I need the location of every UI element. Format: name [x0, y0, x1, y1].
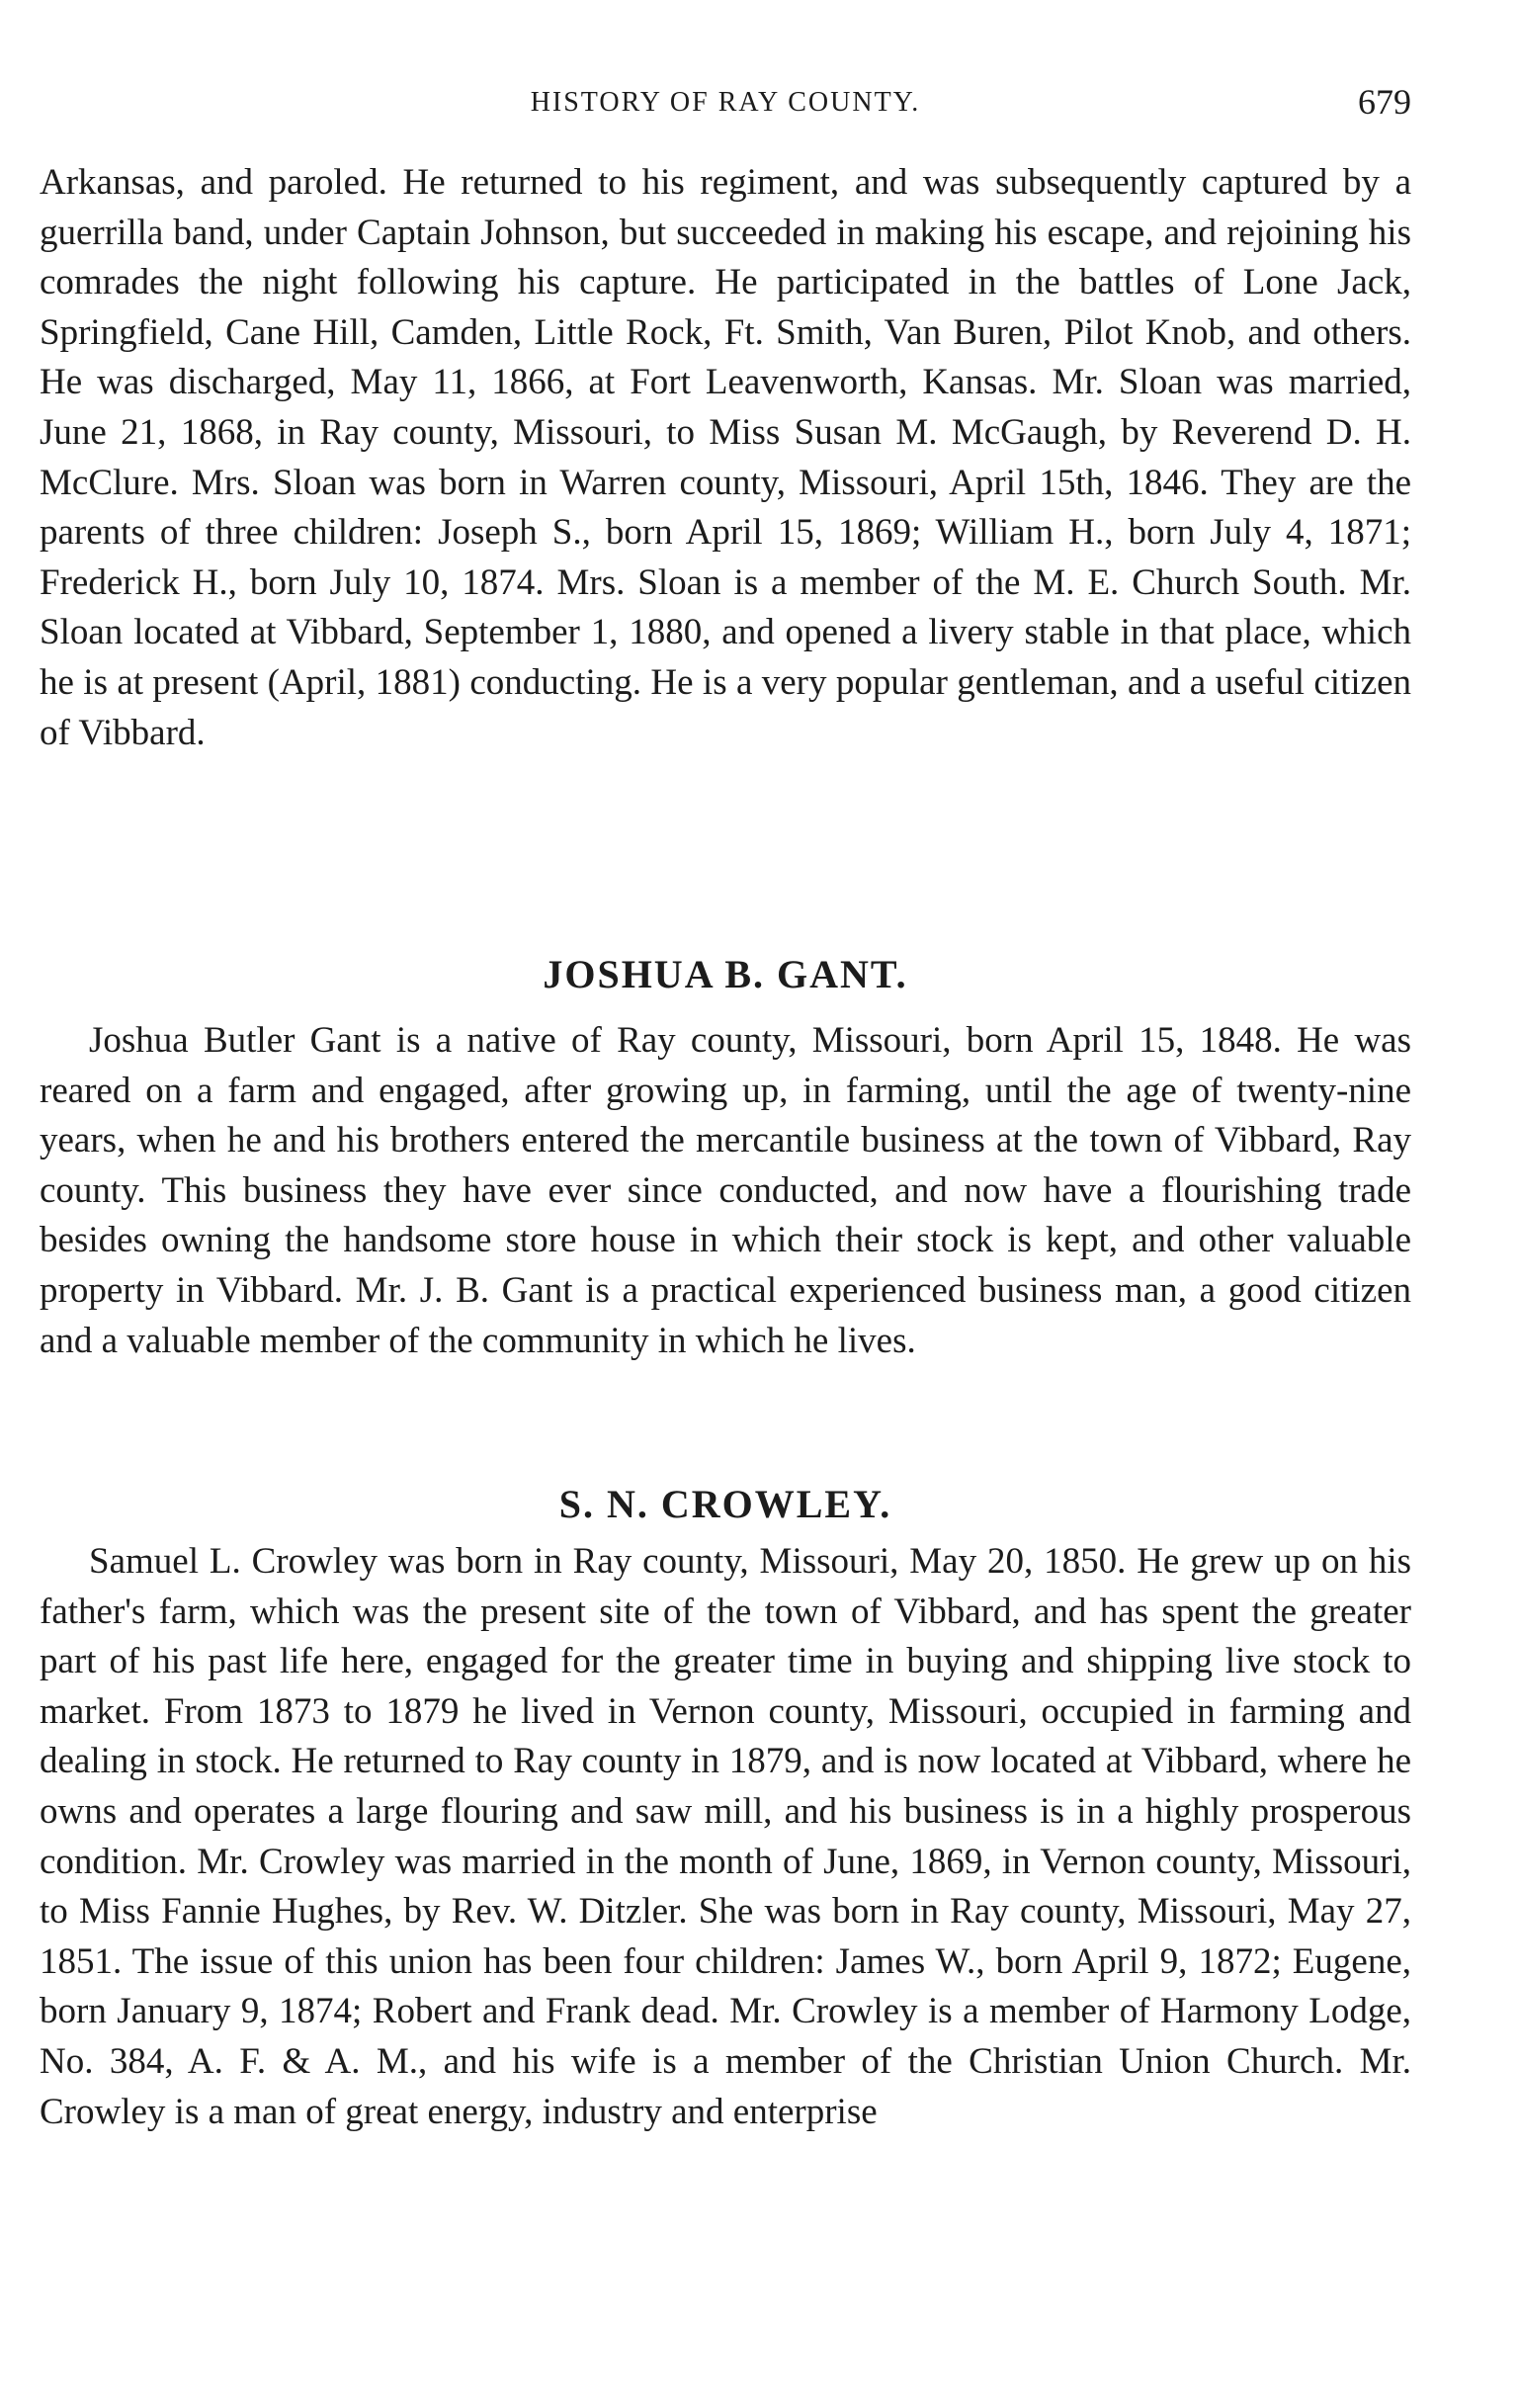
gant-biography — [40, 1016, 1411, 1366]
section-heading-crowley: S. N. CROWLEY. — [558, 1482, 892, 1526]
paragraph: Joshua Butler Gant is a native of Ray county, Missouri, born April 15, 1848. He was reared on a farm and engaged, after growing up, in farming, until the age of twenty-nine years, when he and his brothers entered the mercantile business at the town of Vibbard, Ray county. This business they have ever since conducted, and now have a flourishing trade besides owning the handsome store house in which their stock is kept, and other valuable property in Vibbard. Mr. J. B. Gant is a practical experienced business man, a good citizen and a valuable member of the community in which he lives. — [40, 1020, 1411, 1361]
section-heading-gant: JOSHUA B. GANT. — [543, 952, 908, 996]
running-head — [40, 81, 1411, 125]
page-number: 679 — [1358, 82, 1411, 122]
sloan-biography-continued — [40, 158, 1411, 758]
paragraph: Arkansas, and paroled. He returned to his regiment, and was subsequently captured by a guerrilla band, under Captain Johnson, but succeeded in making his escape, and rejoining his comrades the night following his capture. He participated in the battles of Lone Jack, Springfield, Cane Hill, Camden, Little Rock, Ft. Smith, Van Buren, Pilot Knob, and others. He was discharged, May 11, 1866, at Fort Leavenworth, Kansas. Mr. Sloan was married, June 21, 1868, in Ray county, Missouri, to Miss Susan M. McGaugh, by Reverend D. H. McClure. Mrs. Sloan was born in Warren county, Missouri, April 15th, 1846. They are the parents of three children: Joseph S., born April 15, 1869; William H., born July 4, 1871; Frederick H., born July 10, 1874. Mrs. Sloan is a member of the M. E. Church South. Mr. Sloan located at Vibbard, September 1, 1880, and opened a livery stable in that place, which he is at present (April, 1881) conducting. He is a very popular gentleman, and a useful citizen of Vibbard. — [40, 162, 1411, 753]
running-title: HISTORY OF RAY COUNTY. — [530, 87, 921, 118]
crowley-biography — [40, 1537, 1411, 2137]
paragraph: Samuel L. Crowley was born in Ray county, Missouri, May 20, 1850. He grew up on his father's farm, which was the present site of the town of Vibbard, and has spent the greater part of his past life here, engaged for the greater time in buying and shipping live stock to market. From 1873 to 1879 he lived in Vernon county, Missouri, occupied in farming and dealing in stock. He returned to Ray county in 1879, and is now located at Vibbard, where he owns and operates a large flouring and saw mill, and his business is in a highly prosperous condition. Mr. Crowley was married in the month of June, 1869, in Vernon county, Missouri, to Miss Fannie Hughes, by Rev. W. Ditzler. She was born in Ray county, Missouri, May 27, 1851. The issue of this union has been four children: James W., born April 9, 1872; Eugene, born January 9, 1874; Robert and Frank dead. Mr. Crowley is a member of Harmony Lodge, No. 384, A. F. & A. M., and his wife is a member of the Christian Union Church. Mr. Crowley is a man of great energy, industry and enterprise — [40, 1541, 1411, 2132]
